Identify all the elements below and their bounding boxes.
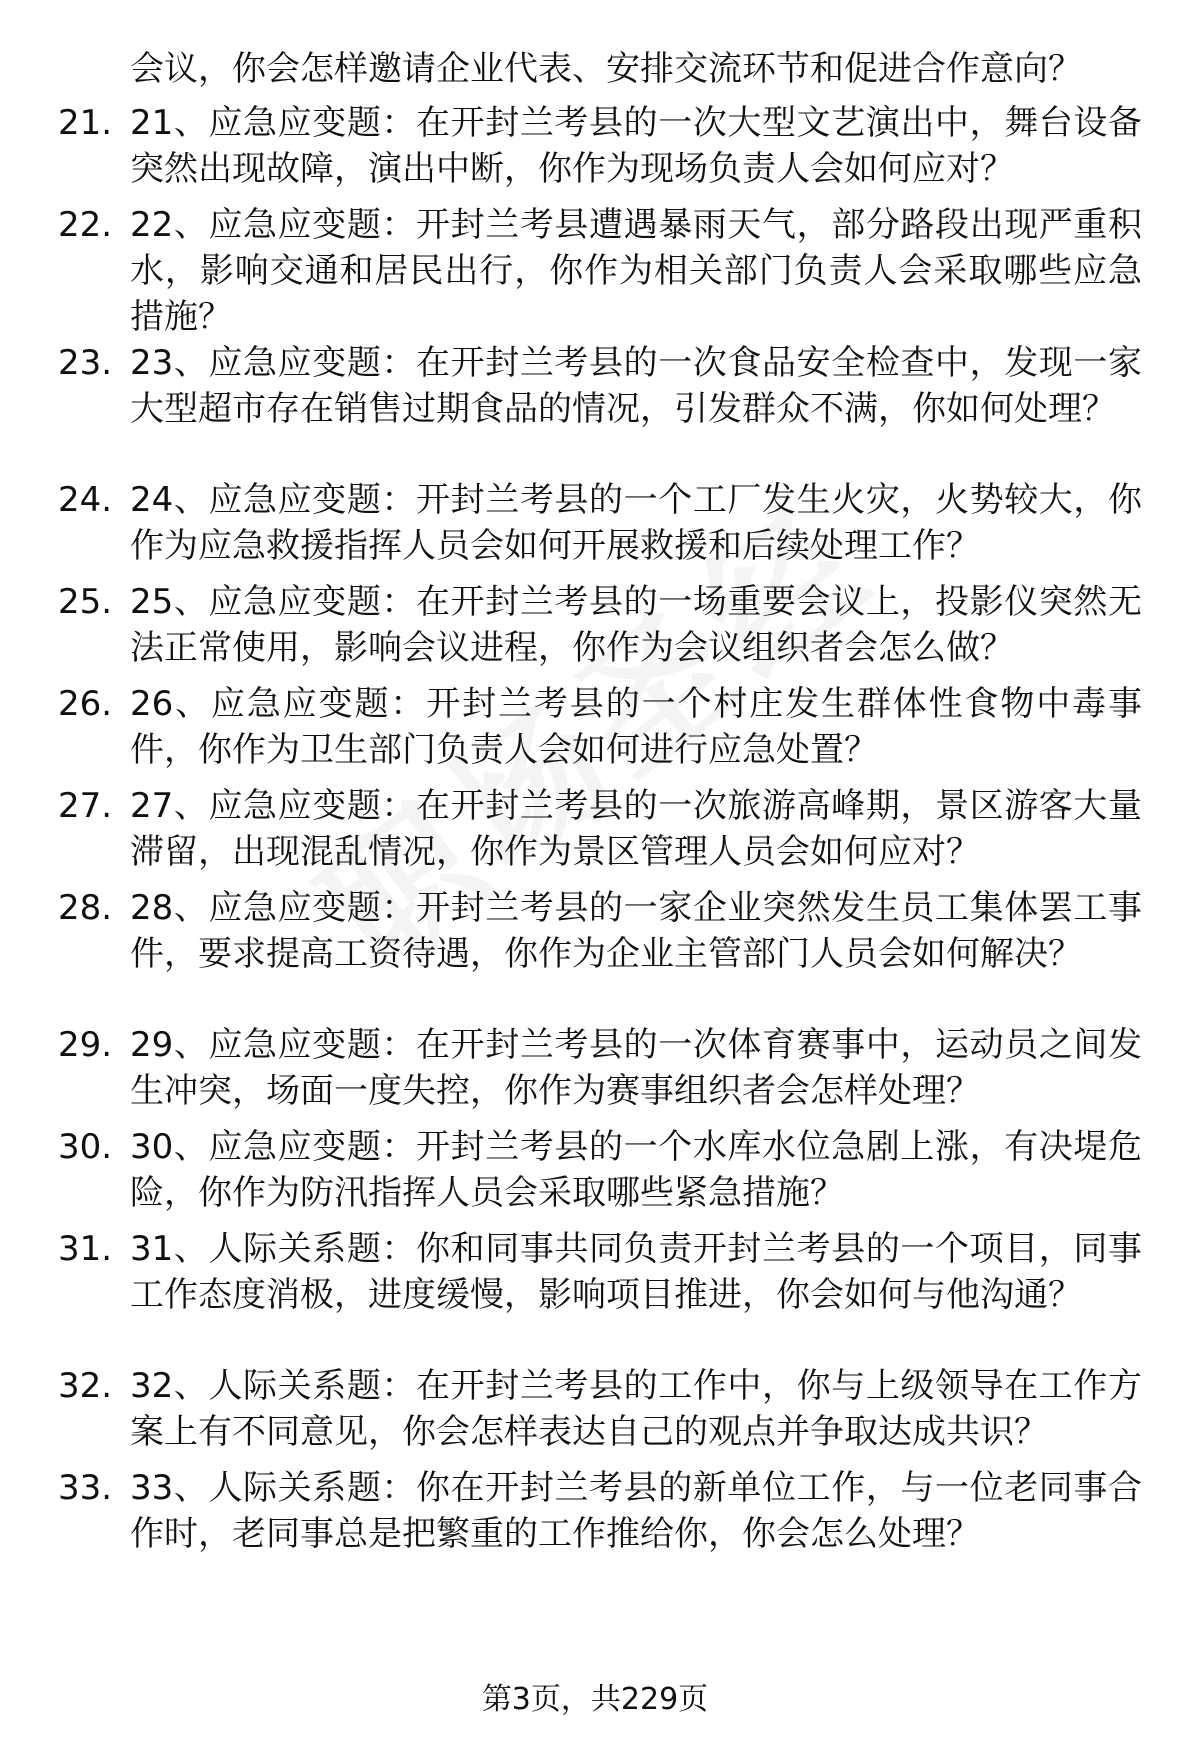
question-number: 26. [58, 684, 113, 724]
question-number: 31. [58, 1229, 113, 1269]
page-number-footer: 第3页，共229页 [481, 1682, 709, 1717]
question-text: 26、应急应变题：开封兰考县的一个村庄发生群体性食物中毒事件，你作为卫生部门负责人会如何进行应急处置？ [130, 684, 1142, 770]
question-text: 22、应急应变题：开封兰考县遭遇暴雨天气，部分路段出现严重积水，影响交通和居民出行，你作为相关部门负责人会采取哪些应急措施？ [130, 205, 1142, 337]
question-text: 23、应急应变题：在开封兰考县的一次食品安全检查中，发现一家大型超市存在销售过期食品的情况，引发群众不满，你如何处理？ [130, 343, 1142, 429]
question-number: 30. [58, 1127, 113, 1167]
question-number: 27. [58, 786, 113, 826]
question-text: 27、应急应变题：在开封兰考县的一次旅游高峰期，景区游客大量滞留，出现混乱情况，你作为景区管理人员会如何应对？ [130, 786, 1142, 872]
question-text: 29、应急应变题：在开封兰考县的一次体育赛事中，运动员之间发生冲突，场面一度失控，你作为赛事组织者会怎样处理？ [130, 1025, 1142, 1111]
question-number: 28. [58, 888, 113, 928]
question-number: 22. [58, 205, 113, 245]
question-number: 33. [58, 1468, 113, 1508]
question-continuation-text: 会议，你会怎样邀请企业代表、安排交流环节和促进合作意向？ [130, 49, 1082, 89]
question-number: 29. [58, 1025, 113, 1065]
question-number: 21. [58, 103, 113, 143]
question-number: 25. [58, 582, 113, 622]
question-number: 23. [58, 343, 113, 383]
question-number: 32. [58, 1366, 113, 1406]
question-text: 33、人际关系题：你在开封兰考县的新单位工作，与一位老同事合作时，老同事总是把繁重的工作推给你，你会怎么处理？ [130, 1468, 1142, 1554]
question-number: 24. [58, 480, 113, 520]
question-text: 24、应急应变题：开封兰考县的一个工厂发生火灾，火势较大，你作为应急救援指挥人员会如何开展救援和后续处理工作？ [130, 480, 1142, 566]
question-text: 21、应急应变题：在开封兰考县的一次大型文艺演出中，舞台设备突然出现故障，演出中断，你作为现场负责人会如何应对？ [130, 103, 1142, 189]
question-text: 30、应急应变题：开封兰考县的一个水库水位急剧上涨，有决堤危险，你作为防汛指挥人员会采取哪些紧急措施？ [130, 1127, 1142, 1213]
question-text: 31、人际关系题：你和同事共同负责开封兰考县的一个项目，同事工作态度消极，进度缓慢，影响项目推进，你会如何与他沟通？ [130, 1229, 1142, 1315]
question-text: 25、应急应变题：在开封兰考县的一场重要会议上，投影仪突然无法正常使用，影响会议进程，你作为会议组织者会怎么做？ [130, 582, 1142, 668]
question-text: 28、应急应变题：开封兰考县的一家企业突然发生员工集体罢工事件，要求提高工资待遇，你作为企业主管部门人员会如何解决？ [130, 888, 1142, 974]
question-text: 32、人际关系题：在开封兰考县的工作中，你与上级领导在工作方案上有不同意见，你会怎样表达自己的观点并争取达成共识？ [130, 1366, 1142, 1452]
